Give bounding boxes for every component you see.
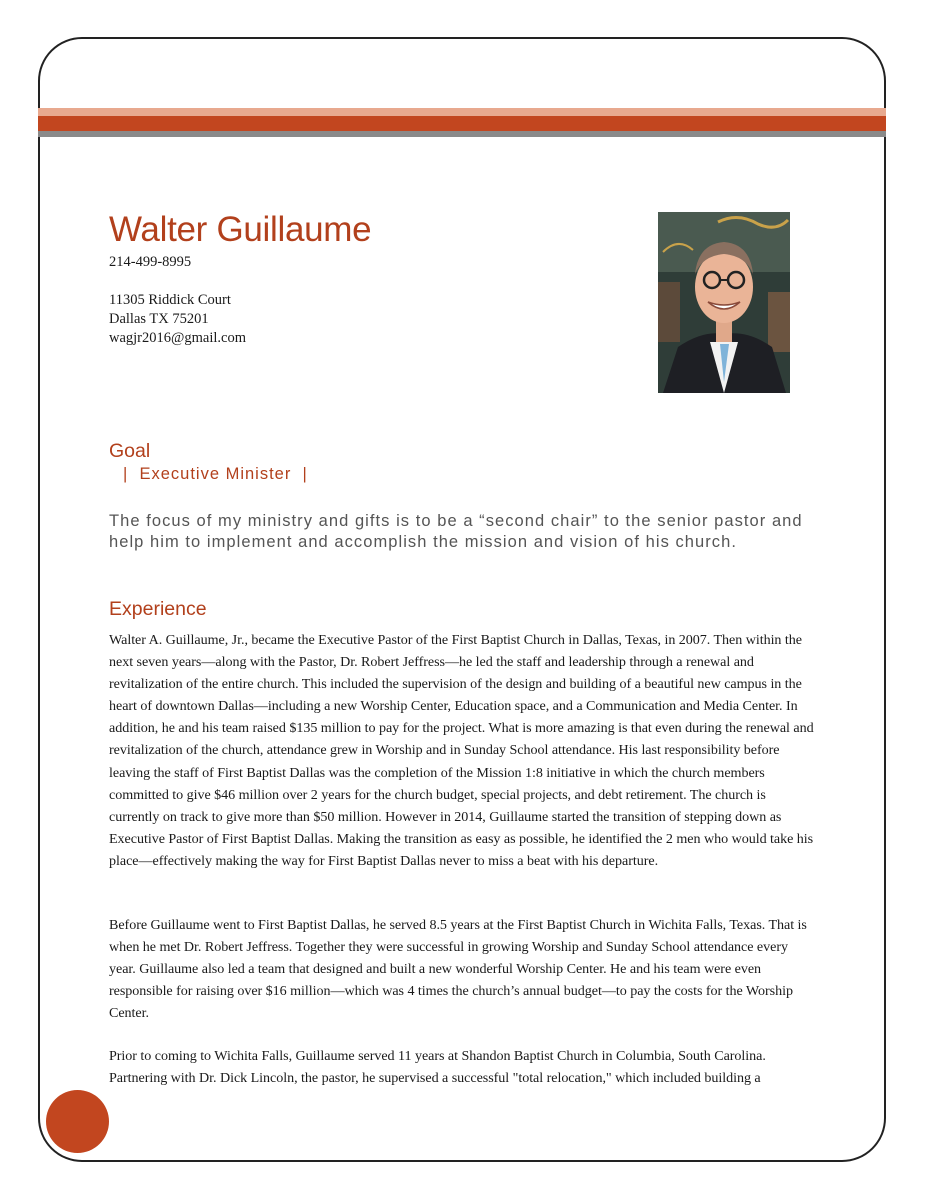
- phone-number: 214-499-8995: [109, 254, 192, 270]
- goal-heading: Goal: [109, 440, 151, 462]
- decorative-circle: [46, 1090, 109, 1153]
- address-line-1: 11305 Riddick Court: [109, 292, 231, 308]
- goal-position: Executive Minister: [139, 465, 292, 483]
- address-line-2: Dallas TX 75201: [109, 311, 209, 327]
- experience-paragraph: Prior to coming to Wichita Falls, Guillaume served 11 years at Shandon Baptist Church in Columbia, South Carolina. Partnering with Dr. Dick Lincoln, the pastor, he supervised a successful "total relocation," which included building a: [109, 1048, 766, 1087]
- header-band-gray: [38, 131, 886, 137]
- email-address: wagjr2016@gmail.com: [109, 330, 246, 346]
- header-band-light: [38, 108, 886, 116]
- header-band-accent: [38, 116, 886, 131]
- goal-separator-left: |: [123, 465, 129, 483]
- goal-position-line: [123, 465, 308, 484]
- profile-photo: [658, 212, 790, 393]
- experience-paragraph: Walter A. Guillaume, Jr., became the Executive Pastor of the First Baptist Church in Dallas, Texas, in 2007. Then within the next seven years—along with the Pastor, Dr. Robert Jeffress—he led the staff and leadership through a renewal and revitalization of the entire church. This included the supervision of the design and building of a beautiful new campus in the heart of downtown Dallas—including a new Worship Center, Education space, and a Communication and Media Center. In addition, he and his team raised $135 million to pay for the project. What is more amazing is that even during the renewal and revitalization of the church, attendance grew in Worship and in Sunday School attendance. His last responsibility before leaving the staff of First Baptist Dallas was the completion of the Mission 1:8 initiative in which the church members committed to give $46 million over 2 years for the church budget, special projects, and debt retirement. The church is currently on track to give more than $50 million. However in 2014, Guillaume started the transition of stepping down as Executive Pastor of First Baptist Dallas. Making the transition as easy as possible, he identified the 2 men who would take his place—effectively making the way for First Baptist Dallas never to miss a beat with his departure.: [109, 632, 814, 869]
- experience-paragraph: Before Guillaume went to First Baptist Dallas, he served 8.5 years at the First Baptist Church in Wichita Falls, Texas. That is when he met Dr. Robert Jeffress. Together they were successful in growing Worship and Sunday School attendance every year. Guillaume also led a team that designed and built a new wonderful Worship Center. He and his team were even responsible for raising over $16 million—which was 4 times the church’s annual budget—to pay the costs for the Worship Center.: [109, 917, 807, 1022]
- experience-heading: Experience: [109, 598, 207, 620]
- resume-name: Walter Guillaume: [109, 210, 372, 249]
- goal-separator-right: |: [302, 465, 308, 483]
- goal-description: The focus of my ministry and gifts is to be a “second chair” to the senior pastor and help him to implement and accomplish the mission and vision of his church.: [109, 512, 803, 551]
